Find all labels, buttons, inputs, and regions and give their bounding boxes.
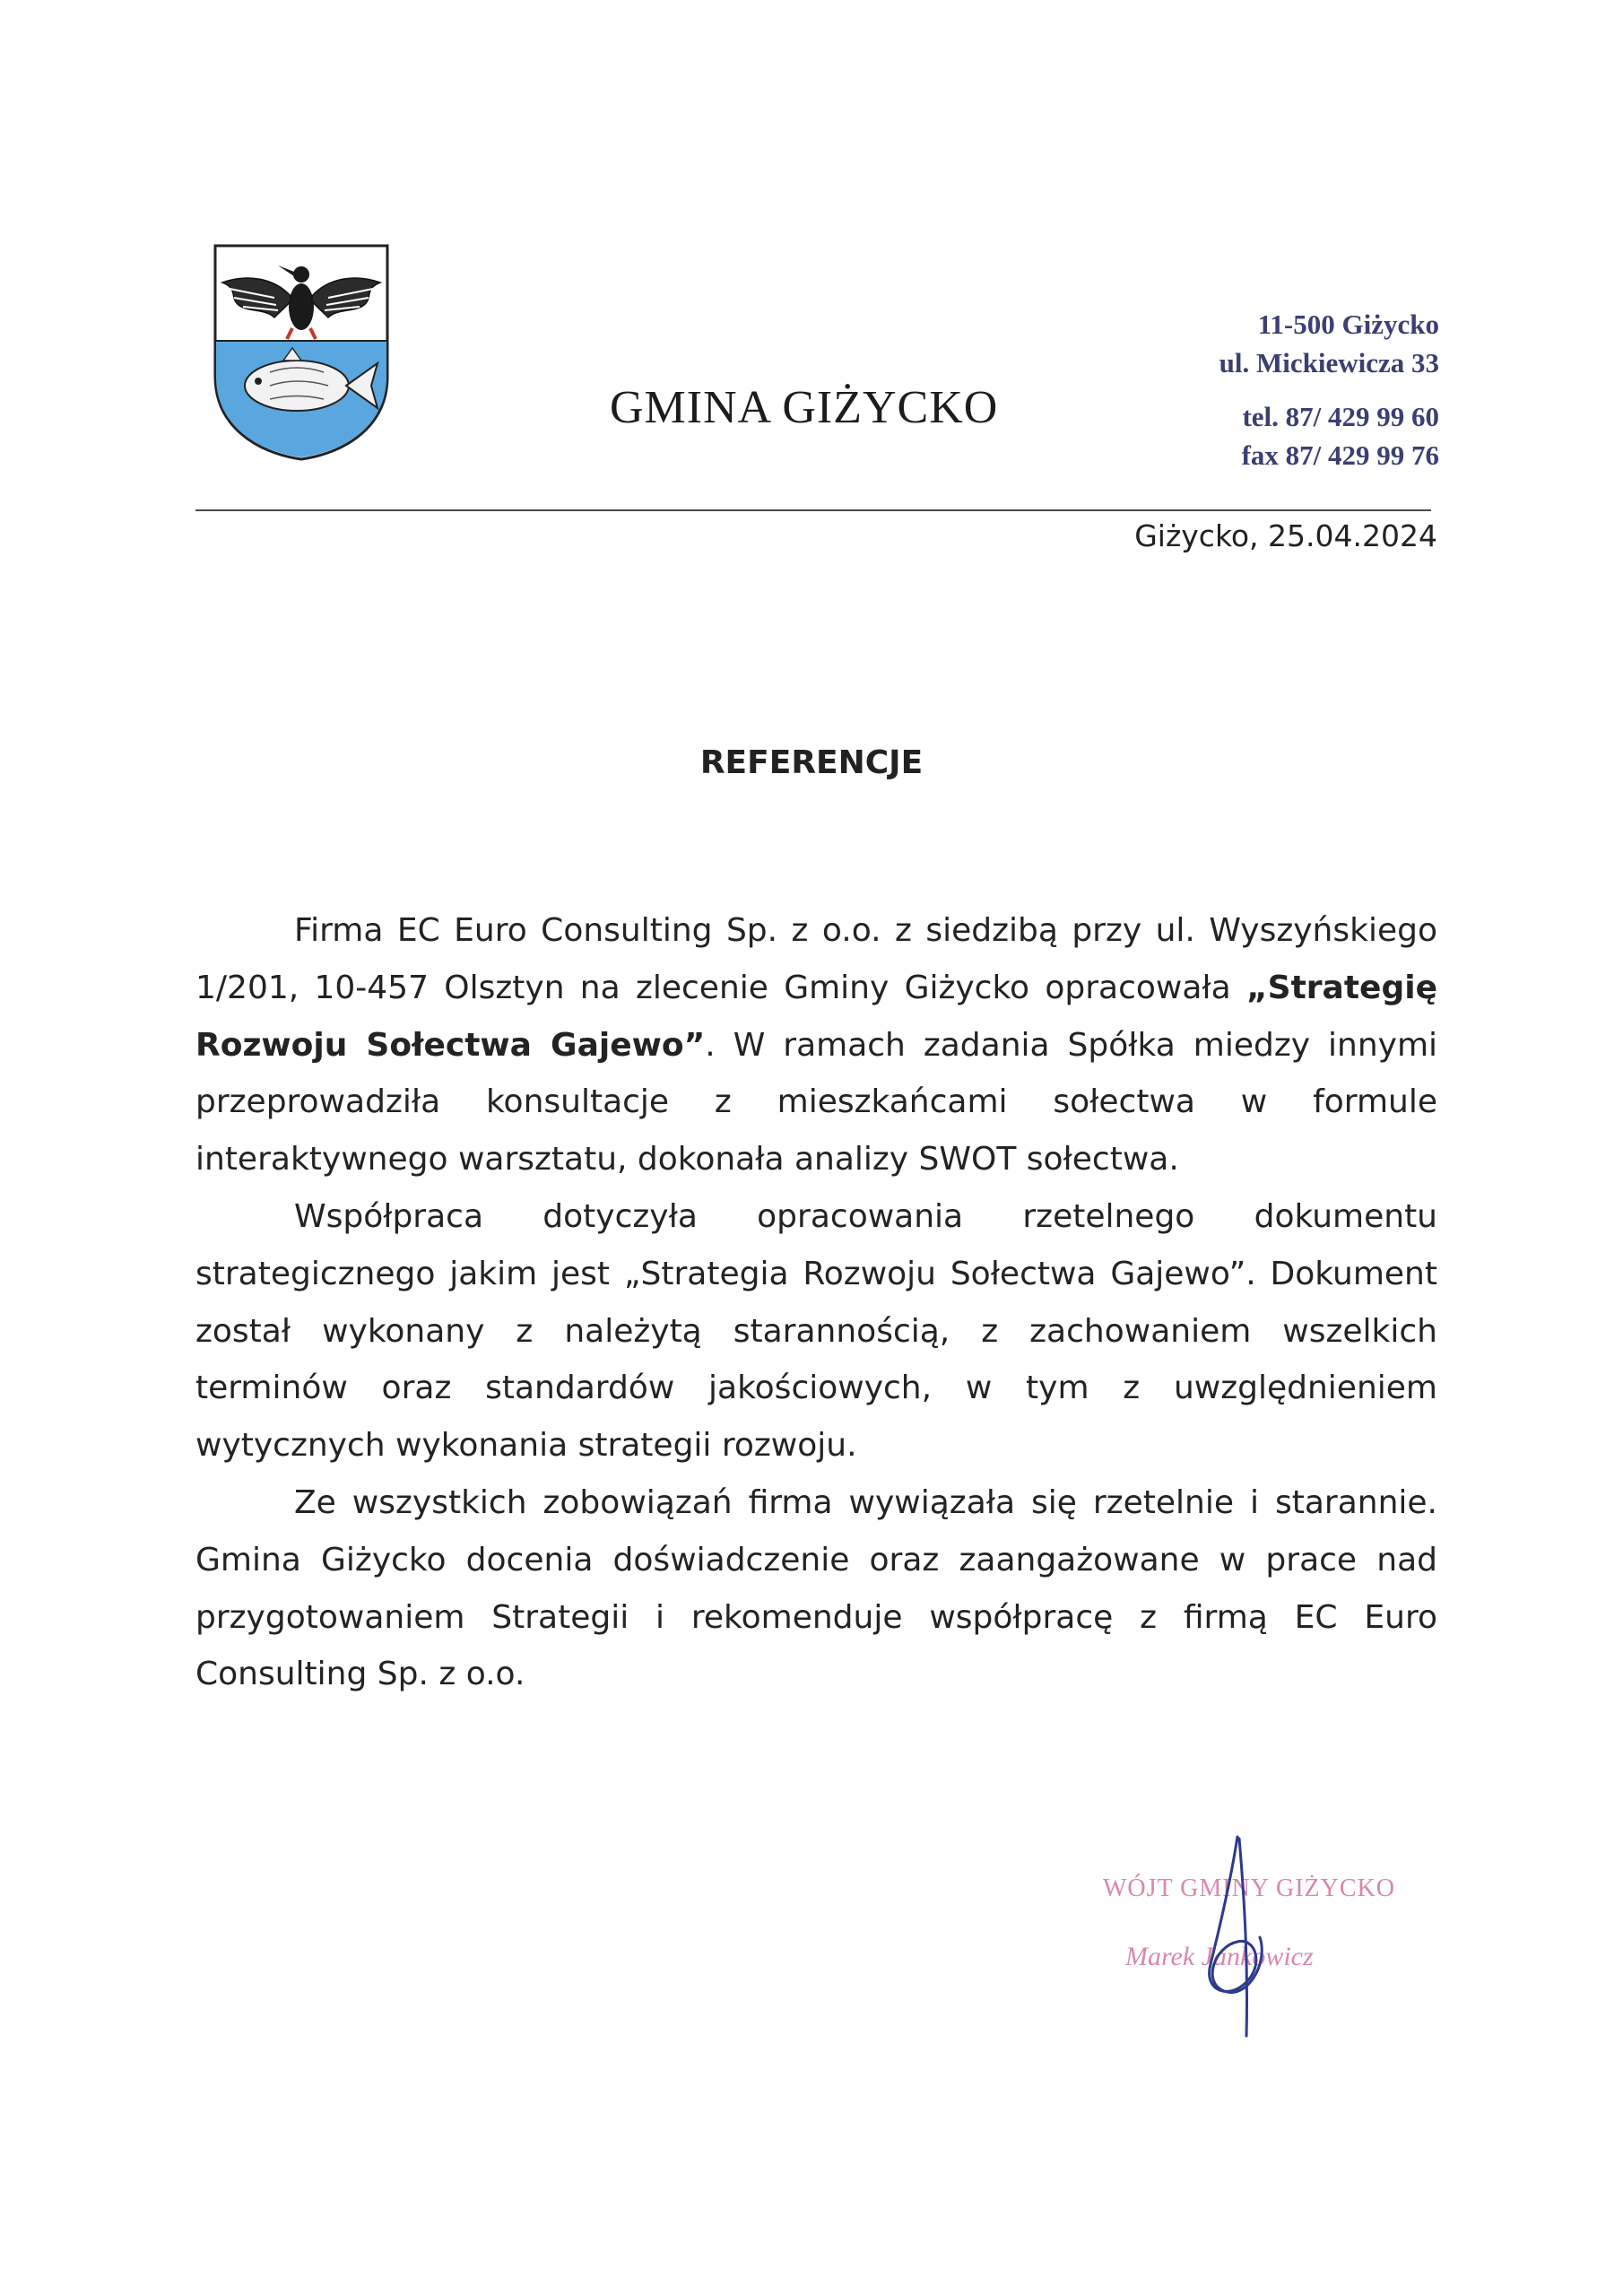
paragraph-1: [195, 902, 1437, 1188]
document-title: REFERENCJE: [699, 744, 924, 781]
org-name: GMINA GIŻYCKO: [610, 382, 999, 433]
contact-fax: fax 87/ 429 99 76: [1241, 439, 1439, 471]
paragraph-1-end: . W ramach zadania Spółka miedzy innymi przeprowadziła konsultacje z mieszkańcami sołectwa w formule interaktywnego warsztatu, dokonała analizy SWOT sołectwa.: [195, 1026, 1438, 1178]
header-divider: [195, 509, 1431, 511]
stamp-title: WÓJT GMINY GIŻYCKO: [1103, 1874, 1395, 1902]
paragraph-2: Współpraca dotyczyła opracowania rzetelnego dokumentu strategicznego jakim jest „Strategia Rozwoju Sołectwa Gajewo”. Dokument został wykonany z należytą starannością, z zachowaniem wszelkich terminów oraz standardów jakościowych, w tym z uwzględnieniem wytycznych wykonania strategii rozwoju.: [195, 1197, 1437, 1465]
signature-icon: [1175, 1830, 1309, 2045]
contact-postal: 11-500 Giżycko: [1257, 309, 1439, 340]
paragraph-3: Ze wszystkich zobowiązań firma wywiązała się rzetelnie i starannie. Gmina Giżycko docenia doświadczenie oraz zaangażowane w prace nad przygotowaniem Strategii i rekomenduje współpracę z firmą EC Euro Consulting Sp. z o.o.: [195, 1483, 1437, 1693]
date-line: Giżycko, 25.04.2024: [1134, 518, 1437, 553]
contact-tel: tel. 87/ 429 99 60: [1242, 401, 1439, 432]
stamp-name: Marek Jankowicz: [1125, 1942, 1314, 1971]
letter-body: [195, 902, 1437, 1703]
contact-street: ul. Mickiewicza 33: [1219, 347, 1439, 378]
contact-block: [1219, 305, 1439, 474]
coat-of-arms-icon: [212, 242, 391, 462]
strategy-name: „Strategię Rozwoju Sołectwa Gajewo”: [195, 969, 1437, 1064]
paragraph-1-start: Firma EC Euro Consulting Sp. z o.o. z siedzibą przy ul. Wyszyńskiego 1/201, 10-457 Olsztyn na zlecenie Gminy Giżycko opracowała: [195, 912, 1437, 1006]
